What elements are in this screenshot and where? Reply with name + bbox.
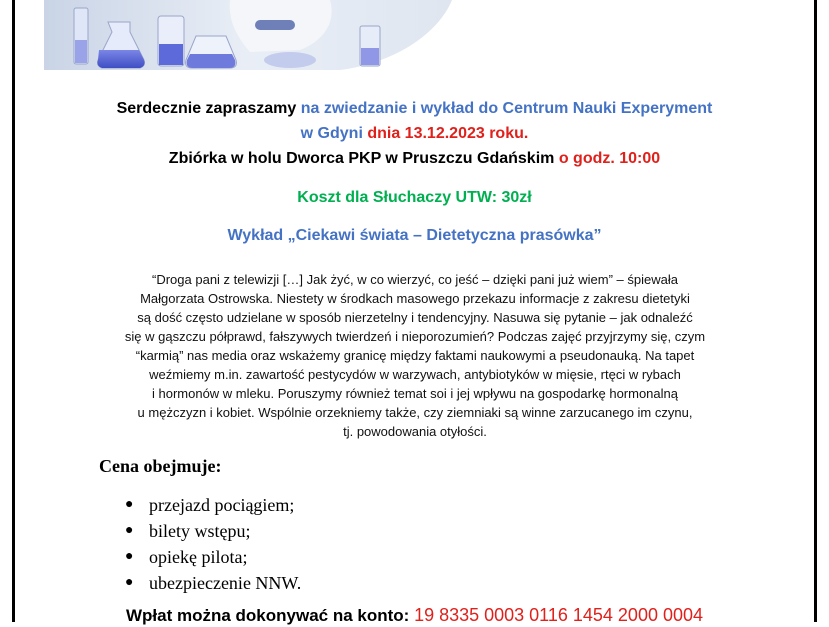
invitation-line-2 bbox=[15, 124, 814, 144]
bank-account-number: 19 8335 0003 0116 1454 2000 0004 bbox=[414, 605, 704, 625]
price-includes-list bbox=[121, 492, 301, 596]
description-line: tj. powodowania otyłości. bbox=[343, 424, 487, 439]
invitation-city: w Gdyni bbox=[300, 125, 363, 142]
list-item bbox=[121, 570, 301, 596]
list-item-label: opiekę pilota; bbox=[149, 547, 248, 567]
cost-line: Koszt dla Słuchaczy UTW: 30zł bbox=[297, 189, 532, 206]
laboratory-photo bbox=[0, 0, 829, 80]
invitation-destination: na zwiedzanie i wykład do Centrum Nauki Experyment bbox=[300, 100, 713, 117]
description-line: się w gąszczu półprawd, fałszywych twierdzeń i nieporozumień? Podczas zajęć przyjrzymy się, czym bbox=[124, 329, 706, 344]
invitation-line-1 bbox=[15, 99, 814, 119]
description-line: “Droga pani z telewizji […] Jak żyć, w co wierzyć, co jeść – dzięki pani już wiem” – śpiewała bbox=[152, 272, 678, 287]
description-line: i hormonów w mleku. Poruszymy również temat soi i jej wpływu na gospodarkę hormonalną bbox=[151, 386, 678, 401]
page-border-right bbox=[814, 0, 817, 622]
lecture-title: Wykład „Ciekawi świata – Dietetyczna prasówka” bbox=[227, 227, 602, 244]
invitation-greeting: Serdecznie zapraszamy bbox=[116, 100, 297, 117]
description-line: weźmiemy m.in. zawartość pestycydów w warzywach, antybiotyków w mięsie, rtęci w rybach bbox=[149, 367, 681, 382]
list-item-label: przejazd pociągiem; bbox=[149, 495, 295, 515]
payment-label: Wpłat można dokonywać na konto: bbox=[125, 606, 410, 625]
bullet-icon: ● bbox=[125, 497, 134, 512]
description-line: Małgorzata Ostrowska. Niestety w środkach masowego przekazu informacje z zakresu dietetyki bbox=[140, 291, 690, 306]
bullet-icon: ● bbox=[125, 523, 134, 538]
bullet-icon: ● bbox=[125, 549, 134, 564]
page-border-left bbox=[12, 0, 15, 622]
list-item bbox=[121, 544, 301, 570]
meeting-point: Zbiórka w holu Dworca PKP w Pruszczu Gdańskim bbox=[168, 150, 555, 167]
list-item-label: ubezpieczenie NNW. bbox=[149, 573, 302, 593]
list-item bbox=[121, 518, 301, 544]
description-line: są dość często udzielane w sposób nierzetelny i tendencyjny. Nasuwa się pytanie – jak odnaleźć bbox=[137, 310, 693, 325]
invitation-line-3 bbox=[15, 149, 814, 169]
price-includes-heading: Cena obejmuje: bbox=[99, 456, 222, 476]
list-item bbox=[121, 492, 301, 518]
list-item-label: bilety wstępu; bbox=[149, 521, 251, 541]
lecture-description bbox=[105, 270, 725, 441]
payment-info bbox=[15, 604, 814, 627]
description-line: u mężczyzn i kobiet. Wspólnie orzekniemy także, czy ziemniaki są winne zarzucanego im czynu, bbox=[137, 405, 693, 420]
invitation-date: dnia 13.12.2023 roku. bbox=[367, 125, 529, 142]
description-line: “karmią” nas media oraz wskażemy granicę między faktami naukowymi a pseudonauką. Na tapet bbox=[135, 348, 695, 363]
meeting-time: o godz. 10:00 bbox=[558, 150, 661, 167]
bullet-icon: ● bbox=[125, 575, 134, 590]
